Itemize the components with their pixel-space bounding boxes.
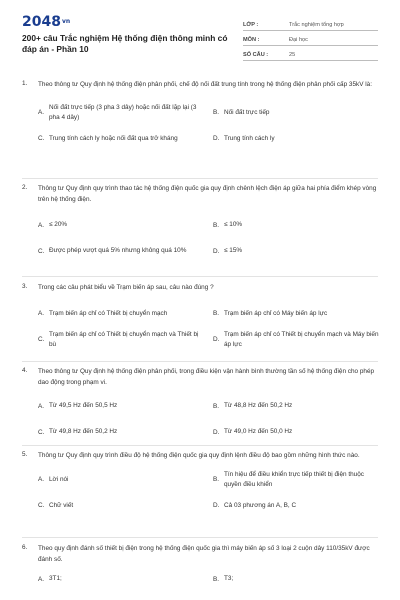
- option-label: A.: [38, 402, 45, 410]
- option-text: Tín hiệu để điều khiển trực tiếp thiết bị điện thuộc quyền điều khiển: [224, 470, 364, 488]
- meta-value: 25: [289, 52, 296, 58]
- option-c[interactable]: [38, 496, 213, 516]
- option-b[interactable]: [213, 304, 388, 324]
- option-d[interactable]: [213, 330, 388, 350]
- logo-suffix: vn: [61, 18, 71, 25]
- option-text: Trạm biến áp chỉ có Thiết bị chuyển mạch và Máy biến áp lực: [224, 330, 379, 348]
- meta-table: [243, 16, 378, 72]
- meta-row-class: [243, 16, 378, 31]
- option-text: Được phép vượt quá 5% nhưng không quá 10%: [49, 247, 187, 254]
- option-b[interactable]: [213, 569, 388, 589]
- divider: [22, 361, 378, 362]
- option-b[interactable]: [213, 215, 388, 235]
- question-number: 3.: [22, 283, 28, 290]
- divider: [22, 537, 378, 538]
- meta-label: MÔN :: [243, 37, 260, 43]
- option-label: C.: [38, 428, 45, 436]
- option-a[interactable]: [38, 470, 213, 490]
- question-number: 5.: [22, 451, 28, 458]
- option-a[interactable]: [38, 103, 213, 123]
- options-grid: [38, 215, 378, 261]
- divider: [22, 445, 378, 446]
- option-text: Từ 48,8 Hz đến 50,2 Hz: [224, 402, 293, 409]
- question-number: 2.: [22, 184, 28, 191]
- question-text: Theo thông tư Quy định hệ thống điện phân phối, trong điều kiện vận hành bình thường tần số hệ thống điện cho phép dao động trong phạm vi.: [38, 368, 375, 386]
- option-c[interactable]: [38, 241, 213, 261]
- options-grid: [38, 396, 378, 442]
- option-label: D.: [213, 336, 220, 343]
- question-2: [22, 184, 378, 261]
- meta-value: Đại học: [289, 37, 308, 43]
- question-1: [22, 80, 378, 149]
- option-text: Trung tính cách ly hoặc nối đất qua trở kháng: [49, 134, 178, 142]
- option-text: Chữ viết: [49, 501, 74, 509]
- option-d[interactable]: [213, 422, 388, 442]
- logo-text: 2048: [22, 14, 61, 30]
- option-text: ≤ 10%: [224, 221, 243, 228]
- option-text: Trạm biến áp chỉ có Máy biến áp lực: [224, 309, 328, 317]
- options-grid: [38, 470, 378, 516]
- option-label: C.: [38, 336, 45, 343]
- options-grid: [38, 569, 378, 589]
- option-label: A.: [38, 221, 45, 229]
- option-text: Lời nói: [49, 475, 69, 483]
- meta-value: Trắc nghiệm tổng hợp: [289, 22, 344, 28]
- option-label: D.: [213, 247, 220, 255]
- option-a[interactable]: [38, 569, 213, 589]
- question-text: Trong các câu phát biểu về Trạm biến áp sau, câu nào đúng ?: [38, 284, 214, 291]
- option-d[interactable]: [213, 129, 388, 149]
- option-text: Nối đất trực tiếp: [224, 108, 270, 116]
- option-label: A.: [38, 109, 45, 116]
- option-label: B.: [213, 109, 220, 116]
- option-text: Từ 49,8 Hz đến 50,2 Hz: [49, 428, 118, 435]
- meta-label: SỐ CÂU :: [243, 52, 269, 58]
- option-label: D.: [213, 135, 220, 142]
- question-number: 4.: [22, 367, 28, 374]
- option-text: ≤ 20%: [49, 221, 68, 228]
- option-label: A.: [38, 575, 45, 583]
- option-label: D.: [213, 502, 220, 509]
- document-header: [22, 14, 378, 72]
- option-label: B.: [213, 310, 220, 317]
- options-grid: [38, 304, 378, 350]
- option-text: Trung tính cách ly: [224, 134, 275, 142]
- option-b[interactable]: [213, 470, 388, 490]
- option-a[interactable]: [38, 215, 213, 235]
- option-d[interactable]: [213, 241, 388, 261]
- option-text: T3;: [224, 575, 234, 582]
- option-text: Nối đất trực tiếp (3 pha 3 dây) hoặc nối đất lặp lại (3 pha 4 dây): [49, 103, 197, 121]
- question-3: [22, 283, 378, 350]
- option-c[interactable]: [38, 129, 213, 149]
- meta-row-subject: [243, 31, 378, 46]
- option-d[interactable]: [213, 496, 388, 516]
- option-label: A.: [38, 310, 45, 317]
- question-text: Thông tư Quy định quy trình điều độ hệ thống điện quốc gia quy định lệnh điều độ bao gồm những hình thức nào.: [38, 452, 360, 459]
- option-label: C.: [38, 502, 45, 509]
- option-text: Từ 49,0 Hz đến 50,0 Hz: [224, 428, 293, 435]
- question-6: [22, 544, 378, 589]
- option-b[interactable]: [213, 103, 388, 123]
- option-text: Cả 03 phương án A, B, C: [224, 501, 297, 509]
- option-text: Trạm biến áp chỉ có Thiết bị chuyển mạch và Thiết bị bù: [49, 330, 199, 348]
- option-text: Trạm biến áp chỉ có Thiết bị chuyển mạch: [49, 309, 168, 317]
- option-b[interactable]: [213, 396, 388, 416]
- option-c[interactable]: [38, 422, 213, 442]
- option-label: A.: [38, 476, 45, 483]
- divider: [22, 178, 378, 179]
- options-grid: [38, 103, 378, 149]
- option-c[interactable]: [38, 330, 213, 350]
- option-text: ≤ 15%: [224, 247, 243, 254]
- site-logo[interactable]: [22, 14, 242, 30]
- question-text: Theo thông tư Quy định hệ thống điện phân phối, chế độ nối đất trung tính trong hệ thống điện phân phối cấp 35kV là:: [38, 81, 373, 88]
- option-label: C.: [38, 135, 45, 142]
- question-number: 6.: [22, 544, 28, 551]
- question-5: [22, 451, 378, 516]
- option-label: B.: [213, 575, 220, 583]
- option-label: B.: [213, 221, 220, 229]
- option-label: D.: [213, 428, 220, 436]
- option-label: C.: [38, 247, 45, 255]
- question-4: [22, 367, 378, 442]
- option-label: B.: [213, 402, 220, 410]
- meta-row-count: [243, 46, 378, 61]
- divider: [22, 276, 378, 277]
- option-a[interactable]: [38, 304, 213, 324]
- option-label: B.: [213, 476, 220, 483]
- header-left: [22, 14, 242, 72]
- question-text: Thông tư Quy định quy trình thao tác hệ thống điện quốc gia quy định chênh lệch điện áp giữa hai phía điểm khép vòng trên hệ thống điện.: [38, 185, 377, 203]
- question-text: Theo quy định đánh số thiết bị điện trong hệ thống điện quốc gia thì máy biến áp số 3 loại 2 cuộn dây 110/35kV được đánh số.: [38, 545, 370, 563]
- option-a[interactable]: [38, 396, 213, 416]
- question-number: 1.: [22, 80, 28, 87]
- option-text: 3T1;: [49, 575, 62, 582]
- document-title: 200+ câu Trắc nghiệm Hệ thống điện thông minh có đáp án - Phần 10: [22, 33, 228, 54]
- meta-label: LỚP :: [243, 22, 259, 28]
- option-text: Từ 49,5 Hz đến 50,5 Hz: [49, 402, 118, 409]
